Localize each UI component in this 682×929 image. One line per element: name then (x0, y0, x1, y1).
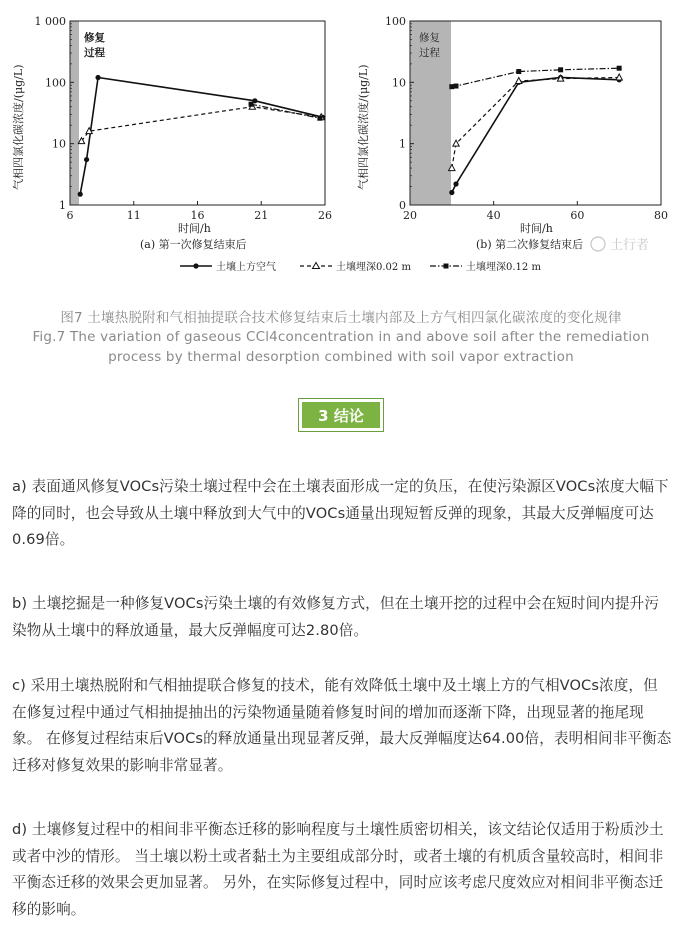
panel-a-shade-label-1: 修复 (84, 32, 105, 44)
b-data-point (454, 84, 459, 89)
a-data-point (249, 102, 254, 107)
panel-a-shade (70, 21, 79, 205)
legend-marker-air (193, 263, 198, 268)
b-ytick-label: 10 (392, 76, 406, 90)
a-ytick-label: 10 (52, 137, 66, 151)
watermark (591, 237, 649, 253)
conclusion-a: a) 表面通风修复VOCs污染土壤过程中会在土壤表面形成一定的负压，在使污染源区VOCs浓度大幅下降的同时，也会导致从土壤中释放到大气中的VOCs通量出现短暂反弹的现象，其最大反弹幅度可达0.69倍。 (12, 478, 669, 548)
b-xtick-label: 80 (654, 209, 668, 222)
legend-label-012: 土壤埋深0.12 m (466, 262, 541, 273)
a-ytick-label: 100 (45, 76, 66, 90)
panel-b (356, 15, 668, 251)
b-series-line-2 (452, 68, 619, 86)
a-xtick-label: 16 (190, 209, 205, 222)
watermark-text: 土行者 (610, 238, 650, 253)
a-ytick-label: 1 000 (34, 15, 66, 28)
panel-a-frame (70, 21, 325, 205)
figure-7 (0, 0, 682, 290)
conclusion-d: d) 土壤修复过程中的相间非平衡态迁移的影响程度与土壤性质密切相关，该文结论仅适用于粉质沙土或者中沙的情形。 当土壤以粉土或者黏土为主要组成部分时，或者土壤的有机质含量较高时，相间非平衡态迁移的效果会更加显著。 另外，在实际修复过程中，同时应该考虑尺度效应对相间非平衡态迁移的影响。 (12, 821, 664, 918)
b-data-point (617, 66, 622, 71)
a-ytick-label: 1 (59, 199, 66, 212)
panel-a-xlabel: 时间/h (178, 222, 211, 235)
b-ytick-label: 100 (385, 15, 406, 28)
panel-b-xlabel: 时间/h (520, 222, 553, 235)
conclusion-b: b) 土壤挖掘是一种修复VOCs污染土壤的有效修复方式，但在土壤开挖的过程中会在短时间内提升污染物从土壤中的释放通量，最大反弹幅度可达2.80倍。 (12, 595, 660, 639)
b-data-point (449, 190, 454, 195)
b-data-point (516, 69, 521, 74)
a-data-point (78, 192, 83, 197)
a-series-line-2 (251, 104, 320, 118)
b-ytick-label: 0 (399, 199, 406, 212)
legend (180, 260, 541, 273)
panel-a (11, 15, 332, 251)
a-series-line-1 (81, 107, 321, 141)
legend-label-002: 土壤埋深0.02 m (336, 262, 411, 273)
b-ytick-label: 1 (399, 137, 406, 151)
legend-label-air: 土壤上方空气 (216, 262, 276, 273)
b-series-line-0 (452, 77, 619, 192)
section-heading-label: 3 结论 (302, 402, 380, 428)
panel-b-ylabel: 气相四氯化碳浓度/(μg/L) (357, 64, 370, 190)
panel-a-sublabel: (a) 第一次修复结束后 (140, 238, 247, 251)
legend-marker-012 (444, 264, 449, 269)
caption-en-line2: process by thermal desorption combined with soil vapor extraction (108, 349, 574, 365)
panel-b-sublabel: (b) 第二次修复结束后 (476, 238, 584, 251)
figure-svg (0, 0, 682, 290)
legend-marker-002 (313, 263, 320, 269)
a-data-point (95, 75, 100, 80)
b-data-point (558, 67, 563, 72)
a-data-point (84, 157, 89, 162)
b-series-line-1 (452, 77, 619, 168)
b-data-point (453, 181, 458, 186)
b-xtick-label: 60 (570, 209, 585, 222)
panel-b-shade-label-1: 修复 (419, 32, 440, 44)
conclusion-c: c) 采用土壤热脱附和气相抽提联合修复的技术，能有效降低土壤中及土壤上方的气相VOCs浓度，但在修复过程中通过气相抽提抽出的污染物通量随着修复时间的增加而逐渐下降，出现显著的拖尾现象。 在修复过程结束后VOCs的释放通量出现显著反弹，最大反弹幅度达64.00倍，表明相间非平衡态迁移对修复效果的影响非常显著。 (12, 677, 672, 774)
a-xtick-label: 26 (318, 209, 332, 222)
b-xtick-label: 20 (403, 209, 417, 222)
watermark-icon (591, 237, 605, 251)
b-xtick-label: 40 (486, 209, 501, 222)
section-heading (298, 398, 384, 432)
panel-a-ylabel: 气相四氯化碳浓度/(μg/L) (12, 64, 25, 190)
a-xtick-label: 21 (254, 209, 269, 222)
a-series-line-0 (80, 77, 322, 194)
caption-cn: 图7 土壤热脱附和气相抽提联合技术修复结束后土壤内部及上方气相四氯化碳浓度的变化规律 (60, 310, 622, 326)
caption-en-line1: Fig.7 The variation of gaseous CCl4concentration in and above soil after the remediation (32, 329, 650, 345)
panel-a-shade-label-2: 过程 (84, 47, 105, 59)
a-xtick-label: 6 (66, 209, 74, 222)
a-xtick-label: 11 (126, 209, 141, 222)
a-data-point (317, 116, 322, 121)
panel-b-shade-label-2: 过程 (419, 47, 440, 59)
